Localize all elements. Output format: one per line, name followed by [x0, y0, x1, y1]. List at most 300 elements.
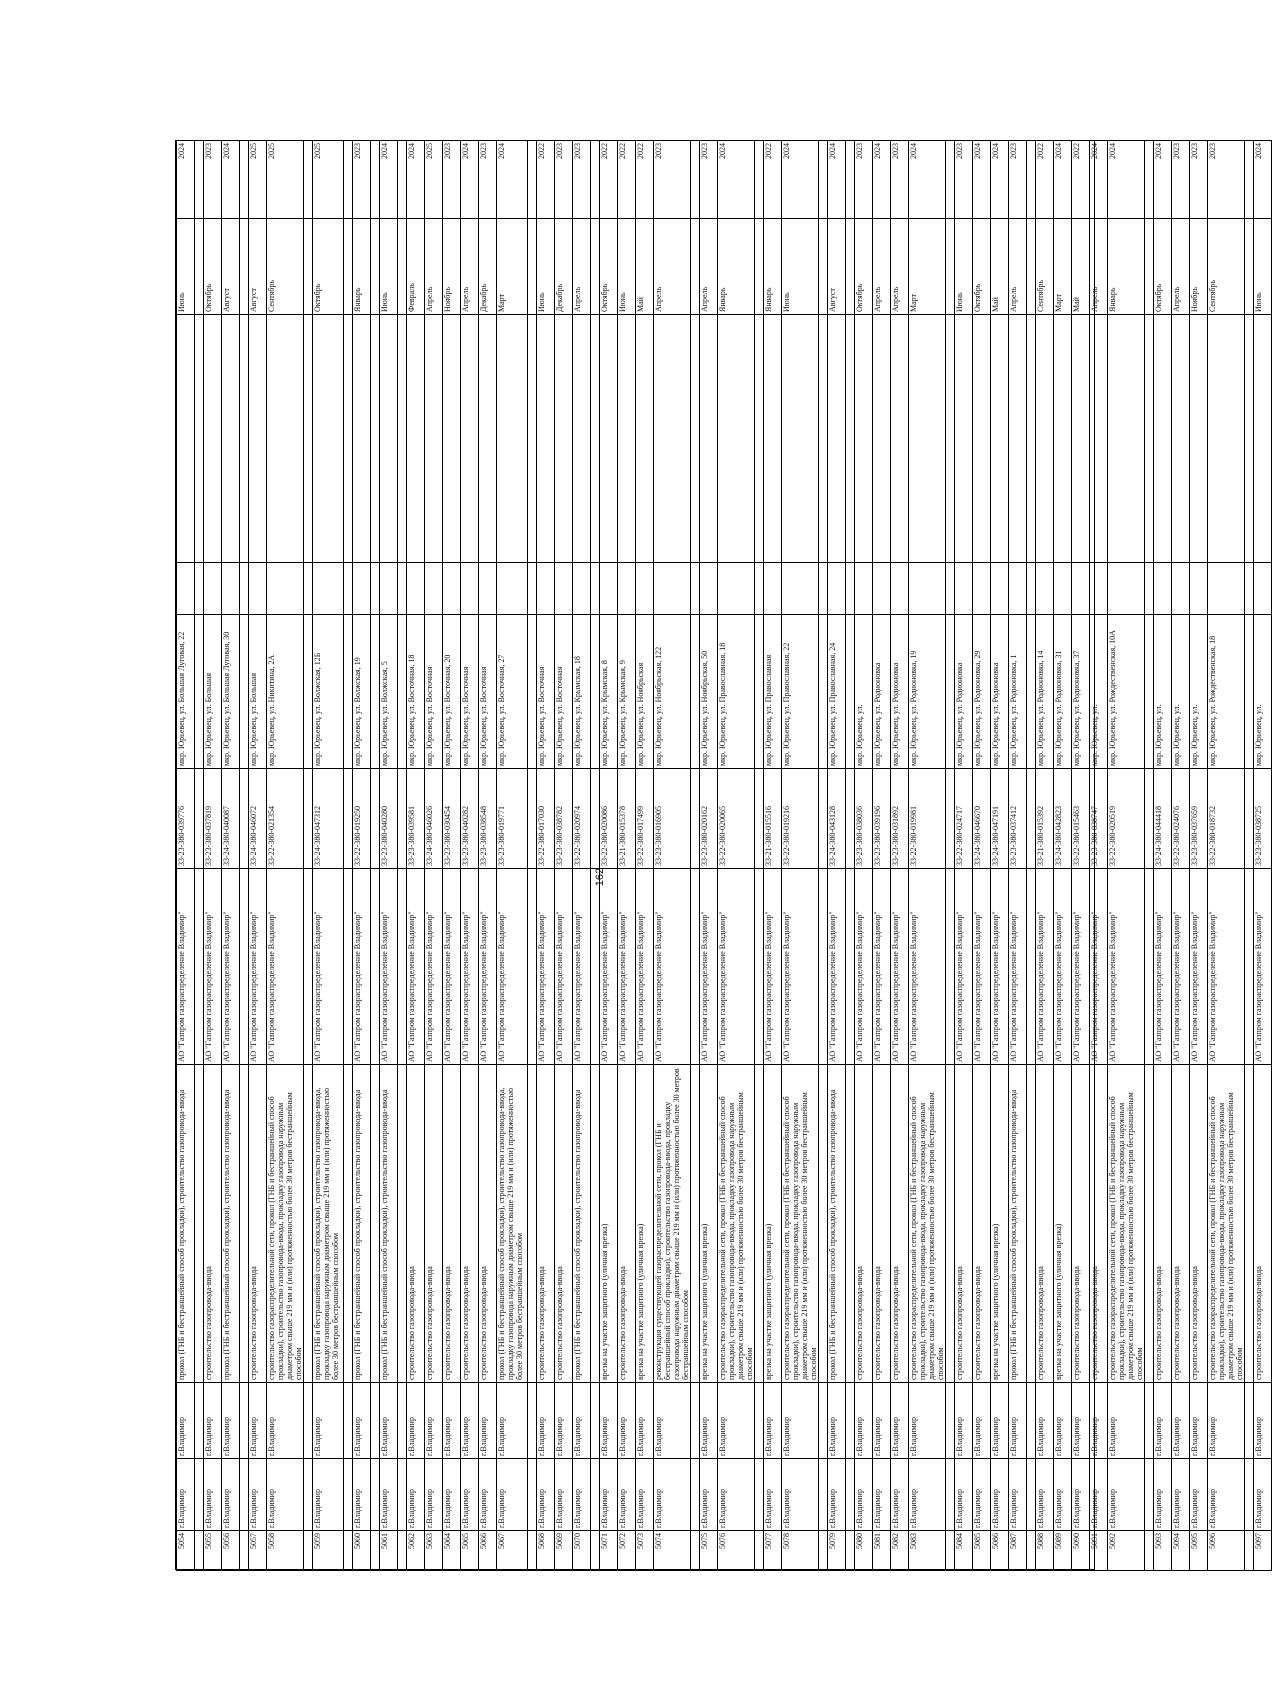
row-id-cell	[398, 1531, 407, 1571]
work-type-cell: врезка на участке защитного (уличная врезка)	[636, 1065, 654, 1383]
table-row	[1009, 141, 1027, 1571]
organization-cell	[946, 869, 955, 1065]
row-id-cell: 5073	[636, 1531, 654, 1571]
year-cell: 2024	[1254, 141, 1272, 219]
empty-cell	[819, 563, 828, 615]
empty-cell	[1090, 315, 1108, 563]
address-cell: мкр. Юрьевец, ул. Восточная, 18	[407, 615, 425, 769]
empty-cell	[240, 315, 249, 563]
city-cell: г.Владимир	[973, 1383, 991, 1459]
table-spacer-row	[846, 141, 855, 1571]
cadastral-number-cell	[846, 769, 855, 869]
address-cell: мкр. Юрьевец, ул.	[1254, 615, 1272, 769]
address-cell: мкр. Юрьевец, ул. Большая Луговая, 30	[222, 615, 240, 769]
work-type-cell: строительство газопровода-ввода	[443, 1065, 461, 1383]
table-row	[461, 141, 479, 1571]
address-cell: мкр. Юрьевец, ул. Восточная	[479, 615, 497, 769]
locality-cell: г.Владимир	[1036, 1459, 1054, 1531]
work-type-cell	[304, 1065, 313, 1383]
work-type-cell: реконструкция существующей газораспределительной сети, прокол (ГНБ и бестраншейный способ прокладки), строительство газопровода-ввода, прокладку газопровода наружным диаметром свыше 219 мм и (или) протяженностью более 30 метров бестраншейным способом	[654, 1065, 691, 1383]
empty-cell	[955, 315, 973, 563]
address-cell: мкр. Юрьевец, ул. Православная, 18	[718, 615, 755, 769]
work-type-cell: строительство газопровода-ввода	[891, 1065, 909, 1383]
month-cell: Май	[636, 219, 654, 315]
year-cell: 2025	[267, 141, 304, 219]
city-cell: г.Владимир	[1090, 1383, 1108, 1459]
work-type-cell: строительство газопровода-ввода	[855, 1065, 873, 1383]
locality-cell: г.Владимир	[555, 1459, 573, 1531]
address-cell: мкр. Юрьевец, ул. Волжская, 12Б	[313, 615, 344, 769]
cadastral-number-cell: 33-22-380-024076	[1172, 769, 1190, 869]
year-cell: 2024	[718, 141, 755, 219]
empty-cell	[755, 315, 764, 563]
row-id-cell	[304, 1531, 313, 1571]
row-id-cell: 5084	[955, 1531, 973, 1571]
address-cell: мкр. Юрьевец, ул. Ноябрьская	[636, 615, 654, 769]
year-cell: 2022	[764, 141, 782, 219]
locality-cell	[398, 1459, 407, 1531]
row-id-cell: 5094	[1172, 1531, 1190, 1571]
work-type-cell: прокол (ГНБ и бестраншейный способ прокладки), строительство газопровода-ввода	[353, 1065, 371, 1383]
year-cell: 2025	[313, 141, 344, 219]
row-id-cell: 5088	[1036, 1531, 1054, 1571]
year-cell: 2022	[618, 141, 636, 219]
cadastral-number-cell	[240, 769, 249, 869]
row-id-cell: 5097	[1254, 1531, 1272, 1571]
row-id-cell: 5061	[380, 1531, 398, 1571]
empty-cell	[267, 563, 304, 615]
empty-cell	[249, 563, 267, 615]
work-type-cell	[591, 1065, 600, 1383]
month-cell	[846, 219, 855, 315]
address-cell: мкр. Юрьевец, ул. Восточная	[425, 615, 443, 769]
row-id-cell: 5072	[618, 1531, 636, 1571]
work-type-cell	[1027, 1065, 1036, 1383]
city-cell: г.Владимир	[1254, 1383, 1272, 1459]
cadastral-number-cell: 33-23-380-038725	[1254, 769, 1272, 869]
locality-cell: г.Владимир	[204, 1459, 222, 1531]
organization-cell: АО "Газпром газораспределение Владимир"	[1190, 869, 1208, 1065]
row-id-cell: 5086	[991, 1531, 1009, 1571]
empty-cell	[1027, 315, 1036, 563]
locality-cell: г.Владимир	[782, 1459, 819, 1531]
address-cell: мкр. Юрьевец, ул. Православная	[764, 615, 782, 769]
organization-cell: АО "Газпром газораспределение Владимир"	[479, 869, 497, 1065]
year-cell: 2024	[973, 141, 991, 219]
organization-cell: АО "Газпром газораспределение Владимир"	[1009, 869, 1027, 1065]
row-id-cell	[1027, 1531, 1036, 1571]
work-type-cell	[819, 1065, 828, 1383]
month-cell: Июнь	[177, 219, 195, 315]
address-cell	[304, 615, 313, 769]
row-id-cell	[1145, 1531, 1154, 1571]
empty-cell	[313, 315, 344, 563]
address-cell: мкр. Юрьевец, ул. Православная, 22	[782, 615, 819, 769]
locality-cell: г.Владимир	[222, 1459, 240, 1531]
empty-cell	[782, 315, 819, 563]
locality-cell: г.Владимир	[1208, 1459, 1245, 1531]
city-cell: г.Владимир	[573, 1383, 591, 1459]
table-row	[497, 141, 528, 1571]
address-cell: мкр. Юрьевец, ул. Родионовка, 14	[1036, 615, 1054, 769]
row-id-cell	[846, 1531, 855, 1571]
year-cell	[591, 141, 600, 219]
locality-cell	[195, 1459, 204, 1531]
work-type-cell: прокол (ГНБ и бестраншейный способ прокладки), строительство газопровода-ввода	[828, 1065, 846, 1383]
empty-cell	[222, 315, 240, 563]
empty-cell	[344, 315, 353, 563]
year-cell	[846, 141, 855, 219]
city-cell	[398, 1383, 407, 1459]
work-type-cell: строительство газораспределительной сети, прокол (ГНБ и бестраншейный способ прокладки), строительство газопровода-ввода, прокладку газопровода наружным диаметром свыше 219 мм и (или) протяженностью более 30 метров бестраншейным способом	[718, 1065, 755, 1383]
work-type-cell: прокол (ГНБ и бестраншейный способ прокладки), строительство газопровода-ввода	[177, 1065, 195, 1383]
month-cell: Сентябрь	[1036, 219, 1054, 315]
year-cell: 2023	[855, 141, 873, 219]
works-table	[176, 140, 1272, 1571]
row-id-cell: 5054	[177, 1531, 195, 1571]
locality-cell: г.Владимир	[479, 1459, 497, 1531]
work-type-cell: строительство газопровода-ввода	[1154, 1065, 1172, 1383]
month-cell	[1245, 219, 1254, 315]
empty-cell	[479, 315, 497, 563]
row-id-cell: 5063	[425, 1531, 443, 1571]
organization-cell	[846, 869, 855, 1065]
city-cell	[528, 1383, 537, 1459]
row-id-cell: 5058	[267, 1531, 304, 1571]
empty-cell	[407, 563, 425, 615]
month-cell: Ноябрь	[443, 219, 461, 315]
city-cell	[1145, 1383, 1154, 1459]
address-cell	[1145, 615, 1154, 769]
locality-cell: г.Владимир	[700, 1459, 718, 1531]
year-cell	[398, 141, 407, 219]
empty-cell	[755, 563, 764, 615]
month-cell	[819, 219, 828, 315]
table-spacer-row	[1027, 141, 1036, 1571]
work-type-cell: строительство газопровода-ввода	[973, 1065, 991, 1383]
table-row	[380, 141, 398, 1571]
city-cell: г.Владимир	[1172, 1383, 1190, 1459]
locality-cell	[755, 1459, 764, 1531]
table-row	[1090, 141, 1108, 1571]
work-type-cell: строительство газопровода-ввода	[1254, 1065, 1272, 1383]
city-cell: г.Владимир	[955, 1383, 973, 1459]
year-cell	[819, 141, 828, 219]
empty-cell	[398, 563, 407, 615]
month-cell: Июнь	[537, 219, 555, 315]
row-id-cell: 5082	[891, 1531, 909, 1571]
empty-cell	[991, 315, 1009, 563]
row-id-cell	[691, 1531, 700, 1571]
organization-cell: АО "Газпром газораспределение Владимир"	[267, 869, 304, 1065]
work-type-cell: строительство газопровода-ввода	[1072, 1065, 1090, 1383]
row-id-cell: 5065	[461, 1531, 479, 1571]
row-id-cell: 5080	[855, 1531, 873, 1571]
month-cell	[528, 219, 537, 315]
year-cell	[946, 141, 955, 219]
empty-cell	[828, 315, 846, 563]
address-cell: мкр. Юрьевец, ул. Волжская, 19	[353, 615, 371, 769]
work-type-cell: прокол (ГНБ и бестраншейный способ прокладки), строительство газопровода-ввода	[1009, 1065, 1027, 1383]
empty-cell	[1208, 563, 1245, 615]
work-type-cell	[240, 1065, 249, 1383]
organization-cell: АО "Газпром газораспределение Владимир"	[855, 869, 873, 1065]
empty-cell	[528, 315, 537, 563]
locality-cell: г.Владимир	[425, 1459, 443, 1531]
city-cell: г.Владимир	[177, 1383, 195, 1459]
locality-cell	[1027, 1459, 1036, 1531]
locality-cell: г.Владимир	[873, 1459, 891, 1531]
empty-cell	[618, 563, 636, 615]
organization-cell: АО "Газпром газораспределение Владимир"	[537, 869, 555, 1065]
locality-cell	[240, 1459, 249, 1531]
organization-cell: АО "Газпром газораспределение Владимир"	[249, 869, 267, 1065]
month-cell: Октябрь	[313, 219, 344, 315]
empty-cell	[398, 315, 407, 563]
table-spacer-row	[946, 141, 955, 1571]
city-cell	[846, 1383, 855, 1459]
empty-cell	[1072, 315, 1090, 563]
year-cell: 2024	[782, 141, 819, 219]
city-cell: г.Владимир	[443, 1383, 461, 1459]
city-cell: г.Владимир	[380, 1383, 398, 1459]
work-type-cell: врезка на участке защитного (уличная врезка)	[991, 1065, 1009, 1383]
work-type-cell: врезка на участке защитного (уличная врезка)	[600, 1065, 618, 1383]
year-cell: 2024	[1108, 141, 1145, 219]
row-id-cell	[946, 1531, 955, 1571]
city-cell	[1245, 1383, 1254, 1459]
address-cell: мкр. Юрьевец, ул. Ноябрьская, 50	[700, 615, 718, 769]
cadastral-number-cell: 33-23-380-031892	[891, 769, 909, 869]
work-type-cell: прокол (ГНБ и бестраншейный способ прокладки), строительство газопровода-ввода	[222, 1065, 240, 1383]
address-cell	[240, 615, 249, 769]
empty-cell	[555, 563, 573, 615]
table-spacer-row	[591, 141, 600, 1571]
table-row	[955, 141, 973, 1571]
table-spacer-row	[819, 141, 828, 1571]
work-type-cell: строительство газораспределительной сети, прокол (ГНБ и бестраншейный способ прокладки), строительство газопровода-ввода, прокладку газопровода наружным диаметром свыше 219 мм и (или) протяженностью более 30 метров бестраншейным способом	[267, 1065, 304, 1383]
row-id-cell: 5059	[313, 1531, 344, 1571]
city-cell: г.Владимир	[537, 1383, 555, 1459]
organization-cell	[344, 869, 353, 1065]
year-cell: 2022	[537, 141, 555, 219]
month-cell	[1145, 219, 1154, 315]
address-cell: мкр. Юрьевец, ул. Родионовка	[991, 615, 1009, 769]
empty-cell	[573, 315, 591, 563]
cadastral-number-cell: 33-22-380-019981	[909, 769, 946, 869]
city-cell: г.Владимир	[873, 1383, 891, 1459]
month-cell	[755, 219, 764, 315]
city-cell: г.Владимир	[353, 1383, 371, 1459]
year-cell: 2024	[380, 141, 398, 219]
row-id-cell: 5091	[1090, 1531, 1108, 1571]
empty-cell	[313, 563, 344, 615]
table-row	[573, 141, 591, 1571]
city-cell: г.Владимир	[1009, 1383, 1027, 1459]
organization-cell	[240, 869, 249, 1065]
table-row	[1254, 141, 1272, 1571]
organization-cell	[591, 869, 600, 1065]
organization-cell: АО "Газпром газораспределение Владимир"	[1208, 869, 1245, 1065]
organization-cell: АО "Газпром газораспределение Владимир"	[313, 869, 344, 1065]
table-spacer-row	[1145, 141, 1154, 1571]
cadastral-number-cell: 33-24-380-046072	[249, 769, 267, 869]
address-cell: мкр. Юрьевец, ул. Волжская, 5	[380, 615, 398, 769]
organization-cell: АО "Газпром газораспределение Владимир"	[177, 869, 195, 1065]
city-cell: г.Владимир	[479, 1383, 497, 1459]
month-cell: Август	[249, 219, 267, 315]
month-cell	[240, 219, 249, 315]
row-id-cell: 5062	[407, 1531, 425, 1571]
cadastral-number-cell: 33-23-380-039776	[177, 769, 195, 869]
empty-cell	[1254, 563, 1272, 615]
organization-cell: АО "Газпром газораспределение Владимир"	[1054, 869, 1072, 1065]
work-type-cell	[528, 1065, 537, 1383]
month-cell: Март	[909, 219, 946, 315]
organization-cell: АО "Газпром газораспределение Владимир"	[600, 869, 618, 1065]
empty-cell	[222, 563, 240, 615]
table-row	[618, 141, 636, 1571]
year-cell: 2023	[573, 141, 591, 219]
address-cell	[946, 615, 955, 769]
year-cell: 2022	[636, 141, 654, 219]
month-cell: Март	[1054, 219, 1072, 315]
work-type-cell	[691, 1065, 700, 1383]
city-cell: г.Владимир	[718, 1383, 755, 1459]
empty-cell	[991, 563, 1009, 615]
table-row	[443, 141, 461, 1571]
empty-cell	[528, 563, 537, 615]
cadastral-number-cell: 33-22-380-017030	[537, 769, 555, 869]
year-cell: 2024	[1090, 141, 1108, 219]
locality-cell: г.Владимир	[353, 1459, 371, 1531]
empty-cell	[618, 315, 636, 563]
table-row	[267, 141, 304, 1571]
empty-cell	[718, 315, 755, 563]
empty-cell	[1154, 563, 1172, 615]
empty-cell	[654, 315, 691, 563]
address-cell: мкр. Юрьевец, ул. Родионовка, 31	[1054, 615, 1072, 769]
cadastral-number-cell: 33-21-380-015516	[764, 769, 782, 869]
locality-cell: г.Владимир	[1090, 1459, 1108, 1531]
address-cell: мкр. Юрьевец, ул.	[1190, 615, 1208, 769]
empty-cell	[1245, 315, 1254, 563]
cadastral-number-cell: 33-23-380-040282	[461, 769, 479, 869]
empty-cell	[443, 315, 461, 563]
empty-cell	[1154, 315, 1172, 563]
table-row	[991, 141, 1009, 1571]
locality-cell	[691, 1459, 700, 1531]
row-id-cell	[819, 1531, 828, 1571]
city-cell: г.Владимир	[636, 1383, 654, 1459]
year-cell: 2025	[425, 141, 443, 219]
row-id-cell: 5093	[1154, 1531, 1172, 1571]
year-cell: 2023	[1172, 141, 1190, 219]
table-spacer-row	[371, 141, 380, 1571]
month-cell	[344, 219, 353, 315]
cadastral-number-cell: 33-24-380-040087	[222, 769, 240, 869]
month-cell	[195, 219, 204, 315]
empty-cell	[946, 563, 955, 615]
row-id-cell: 5075	[700, 1531, 718, 1571]
table-sheet	[175, 140, 1263, 1570]
empty-cell	[1208, 315, 1245, 563]
organization-cell	[691, 869, 700, 1065]
address-cell: мкр. Юрьевец, ул. Крымская, 8	[600, 615, 618, 769]
year-cell	[240, 141, 249, 219]
address-cell: мкр. Юрьевец, ул. Родионовка	[873, 615, 891, 769]
month-cell: Апрель	[461, 219, 479, 315]
organization-cell: АО "Газпром газораспределение Владимир"	[654, 869, 691, 1065]
locality-cell: г.Владимир	[828, 1459, 846, 1531]
empty-cell	[479, 563, 497, 615]
locality-cell: г.Владимир	[1072, 1459, 1090, 1531]
table-row	[177, 141, 195, 1571]
work-type-cell: прокол (ГНБ и бестраншейный способ прокладки), строительство газопровода-ввода, прокладку газопровода наружным диаметром свыше 219 мм и (или) протяженностью более 30 метров бестраншейным способом	[313, 1065, 344, 1383]
locality-cell: г.Владимир	[618, 1459, 636, 1531]
locality-cell	[344, 1459, 353, 1531]
table-row	[636, 141, 654, 1571]
cadastral-number-cell: 33-22-380-015463	[1072, 769, 1090, 869]
empty-cell	[461, 563, 479, 615]
empty-cell	[1054, 315, 1072, 563]
year-cell	[371, 141, 380, 219]
month-cell: Декабрь	[479, 219, 497, 315]
city-cell: г.Владимир	[782, 1383, 819, 1459]
row-id-cell: 5079	[828, 1531, 846, 1571]
address-cell: мкр. Юрьевец, ул. Рождественская, 18	[1208, 615, 1245, 769]
empty-cell	[304, 315, 313, 563]
address-cell	[755, 615, 764, 769]
address-cell: мкр. Юрьевец, ул. Крымская, 9	[618, 615, 636, 769]
row-id-cell: 5083	[909, 1531, 946, 1571]
locality-cell: г.Владимир	[443, 1459, 461, 1531]
city-cell	[195, 1383, 204, 1459]
table-spacer-row	[344, 141, 353, 1571]
address-cell: мкр. Юрьевец, ул. Родионовка, 1	[1009, 615, 1027, 769]
year-cell: 2024	[497, 141, 528, 219]
row-id-cell: 5066	[479, 1531, 497, 1571]
locality-cell	[1145, 1459, 1154, 1531]
empty-cell	[764, 563, 782, 615]
year-cell: 2023	[1009, 141, 1027, 219]
month-cell: Январь	[353, 219, 371, 315]
locality-cell: г.Владимир	[313, 1459, 344, 1531]
month-cell: Ноябрь	[1190, 219, 1208, 315]
locality-cell: г.Владимир	[177, 1459, 195, 1531]
address-cell: мкр. Юрьевец, ул. Ноябрьская, 122	[654, 615, 691, 769]
empty-cell	[973, 563, 991, 615]
work-type-cell: строительство газопровода-ввода	[479, 1065, 497, 1383]
locality-cell	[371, 1459, 380, 1531]
month-cell: Январь	[764, 219, 782, 315]
city-cell: г.Владимир	[1154, 1383, 1172, 1459]
organization-cell: АО "Газпром газораспределение Владимир"	[573, 869, 591, 1065]
empty-cell	[353, 315, 371, 563]
locality-cell	[1245, 1459, 1254, 1531]
locality-cell: г.Владимир	[600, 1459, 618, 1531]
work-type-cell: строительство газопровода-ввода	[1090, 1065, 1108, 1383]
empty-cell	[443, 563, 461, 615]
city-cell	[240, 1383, 249, 1459]
empty-cell	[204, 315, 222, 563]
address-cell: мкр. Юрьевец, ул. Восточная	[461, 615, 479, 769]
table-row	[555, 141, 573, 1571]
city-cell: г.Владимир	[313, 1383, 344, 1459]
year-cell: 2023	[1208, 141, 1245, 219]
work-type-cell	[1145, 1065, 1154, 1383]
table-row	[600, 141, 618, 1571]
